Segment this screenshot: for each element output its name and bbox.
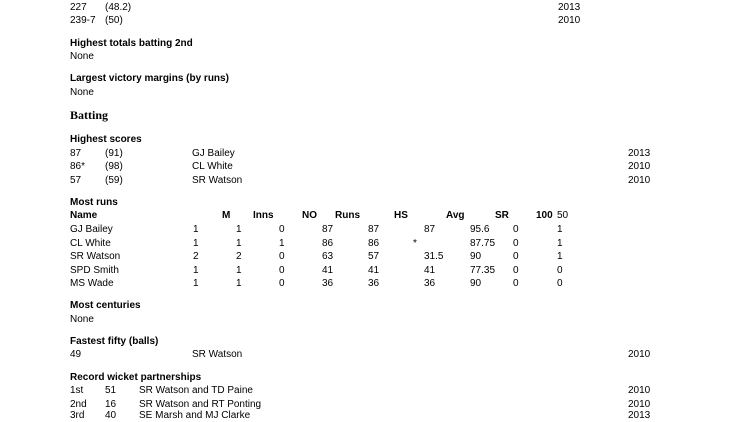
table-cell-no: 0 [279, 224, 285, 235]
table-cell-hs: 86 [368, 238, 380, 249]
section-heading-highest-totals-batting-2nd: Highest totals batting 2nd [70, 38, 193, 49]
table-cell-m: 1 [193, 265, 199, 276]
table-cell-wicket: 3rd [70, 410, 85, 421]
table-cell-runs: 16 [105, 399, 117, 410]
table-cell-100: 0 [557, 278, 563, 289]
table-cell-100: 0 [557, 265, 563, 276]
section-heading-most-runs: Most runs [70, 197, 118, 208]
fastest-fifty-balls: 49 [70, 349, 82, 360]
table-cell-inns: 1 [236, 278, 242, 289]
table-cell-m: 1 [193, 238, 199, 249]
table-cell-players: SR Watson and RT Ponting [139, 399, 262, 410]
table-cell-score: 86* [70, 161, 86, 172]
table-cell-no: 1 [279, 238, 285, 249]
table-cell-wicket: 1st [70, 385, 84, 396]
table-cell-runs: 87 [322, 224, 334, 235]
table-cell-name: CL White [70, 238, 111, 249]
top-row-year: 2013 [558, 2, 581, 13]
table-cell-player: CL White [192, 161, 233, 172]
table-cell-100: 1 [557, 238, 563, 249]
table-cell-hs: 36 [368, 278, 380, 289]
table-cell-runs: 86 [322, 238, 334, 249]
table-cell-player: GJ Bailey [192, 148, 235, 159]
table-cell-100: 1 [557, 224, 563, 235]
top-row-runrate: (50) [105, 15, 123, 26]
column-header-no: NO [302, 210, 317, 221]
table-cell-year: 2010 [628, 161, 651, 172]
table-cell-avg: 90 [470, 278, 482, 289]
table-cell-sr: 0 [513, 265, 519, 276]
section-heading-fastest-fifty: Fastest fifty (balls) [70, 336, 159, 347]
table-cell-players: SR Watson and TD Paine [139, 385, 253, 396]
table-cell-avg: 87.75 [470, 238, 496, 249]
table-cell-score: 87 [70, 148, 82, 159]
top-row-runrate: (48.2) [105, 2, 132, 13]
column-header-100: 100 [536, 210, 553, 221]
column-header-avg: Avg [446, 210, 465, 221]
section-heading-most-centuries: Most centuries [70, 300, 141, 311]
column-header-50: 50 [557, 210, 569, 221]
table-cell-avg: 90 [470, 251, 482, 262]
table-cell-year: 2010 [628, 399, 651, 410]
table-cell-player: SR Watson [192, 175, 243, 186]
fastest-fifty-year: 2010 [628, 349, 651, 360]
table-cell-year: 2013 [628, 148, 651, 159]
table-cell-balls: (98) [105, 161, 123, 172]
section-value: None [70, 314, 94, 325]
table-cell-sr: 0 [513, 251, 519, 262]
column-header-sr: SR [495, 210, 509, 221]
top-row-score: 239-7 [70, 15, 96, 26]
table-cell-sr: 0 [513, 278, 519, 289]
table-cell-balls: (91) [105, 148, 123, 159]
table-cell-hs-alt: 36 [424, 278, 436, 289]
table-cell-avg: 77.35 [470, 265, 496, 276]
fastest-fifty-player: SR Watson [192, 349, 243, 360]
table-cell-inns: 1 [236, 265, 242, 276]
table-cell-sr: 0 [513, 238, 519, 249]
table-cell-hs: 41 [368, 265, 380, 276]
table-cell-m: 1 [193, 278, 199, 289]
table-cell-players: SE Marsh and MJ Clarke [139, 410, 251, 421]
table-cell-runs: 40 [105, 410, 117, 421]
column-header-m: M [222, 210, 231, 221]
table-cell-hs-alt: 87 [424, 224, 436, 235]
top-row-year: 2010 [558, 15, 581, 26]
table-cell-100: 1 [557, 251, 563, 262]
table-cell-inns: 2 [236, 251, 242, 262]
column-header-inns: Inns [253, 210, 274, 221]
table-cell-runs: 36 [322, 278, 334, 289]
table-cell-year: 2010 [628, 385, 651, 396]
table-cell-balls: (59) [105, 175, 123, 186]
table-cell-hs-alt: 41 [424, 265, 436, 276]
table-cell-hs-alt: 31.5 [424, 251, 444, 262]
column-header-runs: Runs [335, 210, 360, 221]
section-heading-highest-scores: Highest scores [70, 134, 142, 145]
table-cell-inns: 1 [236, 224, 242, 235]
table-cell-name: SPD Smith [70, 265, 119, 276]
table-cell-inns: 1 [236, 238, 242, 249]
table-cell-avg: 95.6 [470, 224, 490, 235]
batting-section-title: Batting [70, 108, 109, 122]
table-cell-name: MS Wade [70, 278, 114, 289]
column-header-hs: HS [394, 210, 408, 221]
table-cell-m: 1 [193, 224, 199, 235]
table-cell-runs: 63 [322, 251, 334, 262]
table-cell-sr: 0 [513, 224, 519, 235]
table-cell-wicket: 2nd [70, 399, 87, 410]
top-row-score: 227 [70, 2, 87, 13]
table-cell-no: 0 [279, 251, 285, 262]
section-value: None [70, 87, 94, 98]
table-cell-runs: 51 [105, 385, 117, 396]
table-cell-name: GJ Bailey [70, 224, 113, 235]
column-header-name: Name [70, 210, 98, 221]
table-cell-hs: 87 [368, 224, 380, 235]
table-cell-year: 2013 [628, 410, 651, 421]
table-cell-hs-star: * [413, 238, 417, 249]
section-value: None [70, 51, 94, 62]
table-cell-score: 57 [70, 175, 82, 186]
table-cell-hs: 57 [368, 251, 380, 262]
table-cell-runs: 41 [322, 265, 334, 276]
table-cell-name: SR Watson [70, 251, 121, 262]
table-cell-year: 2010 [628, 175, 651, 186]
section-heading-record-partnerships: Record wicket partnerships [70, 372, 202, 383]
section-heading-largest-victory-margins: Largest victory margins (by runs) [70, 73, 229, 84]
table-cell-no: 0 [279, 278, 285, 289]
table-cell-no: 0 [279, 265, 285, 276]
table-cell-m: 2 [193, 251, 199, 262]
